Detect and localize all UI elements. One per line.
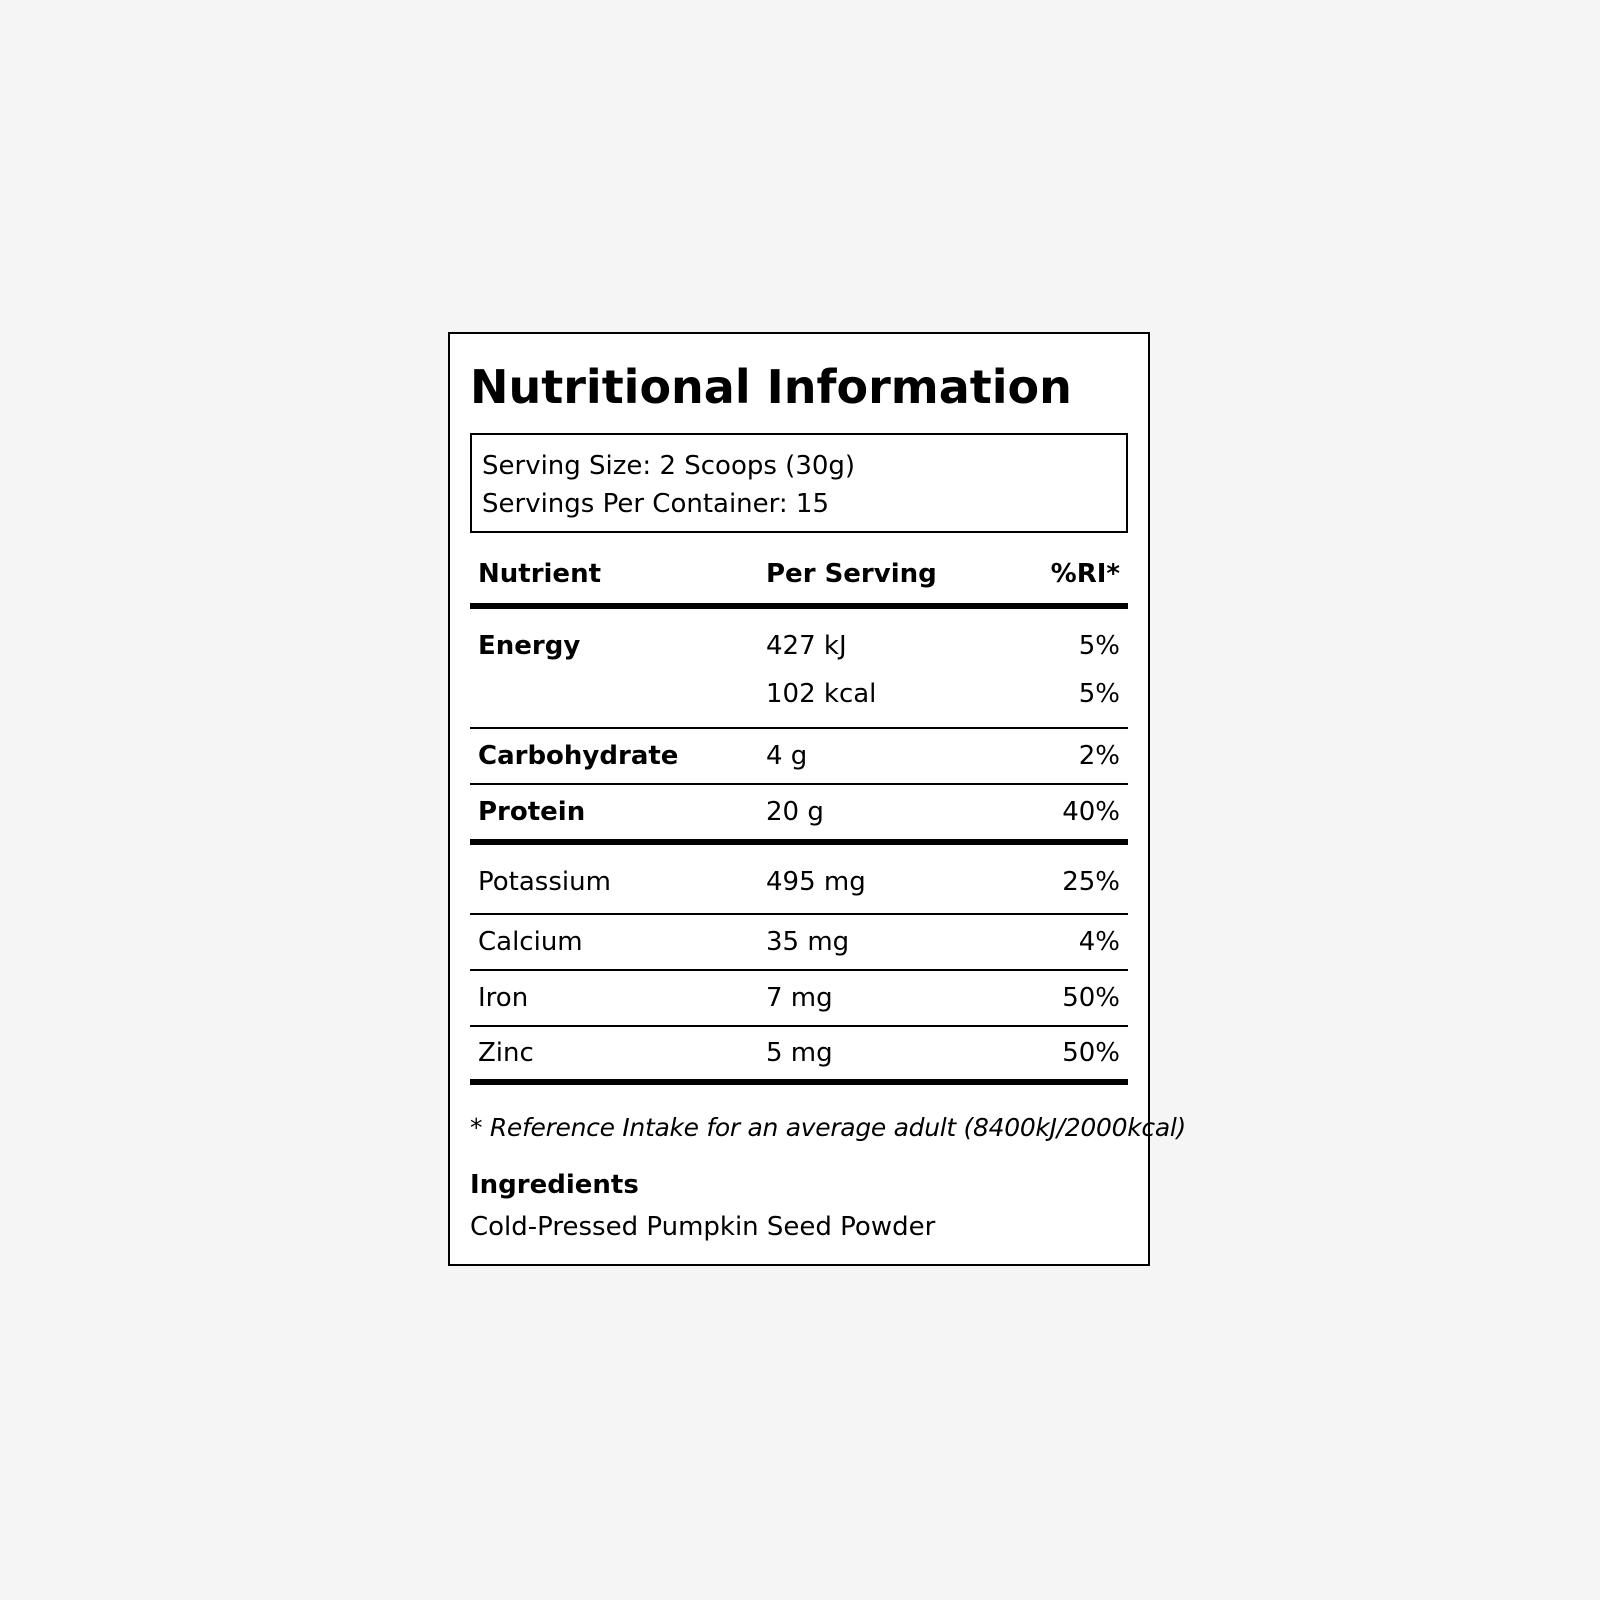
- header-nutrient: Nutrient: [478, 558, 602, 589]
- serving-size: Serving Size: 2 Scoops (30g): [482, 450, 856, 481]
- servings-per-container: Servings Per Container: 15: [482, 488, 830, 519]
- nutrient-name: Potassium: [478, 866, 611, 897]
- nutrient-value: 7 mg: [766, 982, 833, 1013]
- table-row-protein: [470, 785, 1128, 845]
- table-row-carbohydrate: [470, 729, 1128, 785]
- nutrient-value: 35 mg: [766, 926, 850, 957]
- nutrient-ri: 5%: [1078, 678, 1120, 709]
- nutrient-ri: 5%: [1078, 630, 1120, 661]
- nutrient-value: 5 mg: [766, 1037, 833, 1068]
- table-header-row: [470, 559, 1128, 609]
- header-per-serving: Per Serving: [766, 558, 937, 589]
- nutrient-name: Calcium: [478, 926, 583, 957]
- ingredients-heading: Ingredients: [470, 1169, 639, 1200]
- nutrition-label: [448, 332, 1186, 1266]
- nutrient-ri: 50%: [1062, 1037, 1120, 1068]
- nutrient-name: Zinc: [478, 1037, 534, 1068]
- nutrient-ri: 2%: [1078, 740, 1120, 771]
- nutrition-table: [470, 559, 1128, 1085]
- nutrient-name: Energy: [478, 630, 581, 661]
- nutrient-ri: 4%: [1078, 926, 1120, 957]
- nutrient-name: Carbohydrate: [478, 740, 679, 771]
- header-ri: %RI*: [1050, 558, 1120, 589]
- nutrient-value: 102 kcal: [766, 678, 877, 709]
- table-row-iron: [470, 971, 1128, 1027]
- serving-info-box: [470, 433, 1128, 533]
- ingredients-list: Cold-Pressed Pumpkin Seed Powder: [470, 1211, 936, 1242]
- nutrient-ri: 50%: [1062, 982, 1120, 1013]
- table-row-potassium: [470, 845, 1128, 915]
- nutrient-ri: 40%: [1062, 796, 1120, 827]
- nutrient-ri: 25%: [1062, 866, 1120, 897]
- nutrient-value: 427 kJ: [766, 630, 847, 661]
- label-title: Nutritional Information: [470, 360, 1072, 414]
- reference-intake-footnote: * Reference Intake for an average adult (8400kJ/2000kcal): [470, 1112, 1186, 1142]
- nutrient-value: 495 mg: [766, 866, 866, 897]
- table-row-energy-kj: [470, 609, 1128, 675]
- nutrient-name: Iron: [478, 982, 529, 1013]
- nutrient-value: 4 g: [766, 740, 808, 771]
- nutrient-name: Protein: [478, 796, 586, 827]
- table-row-calcium: [470, 915, 1128, 971]
- nutrient-value: 20 g: [766, 796, 824, 827]
- table-row-zinc: [470, 1027, 1128, 1085]
- table-row-energy-kcal: [470, 675, 1128, 729]
